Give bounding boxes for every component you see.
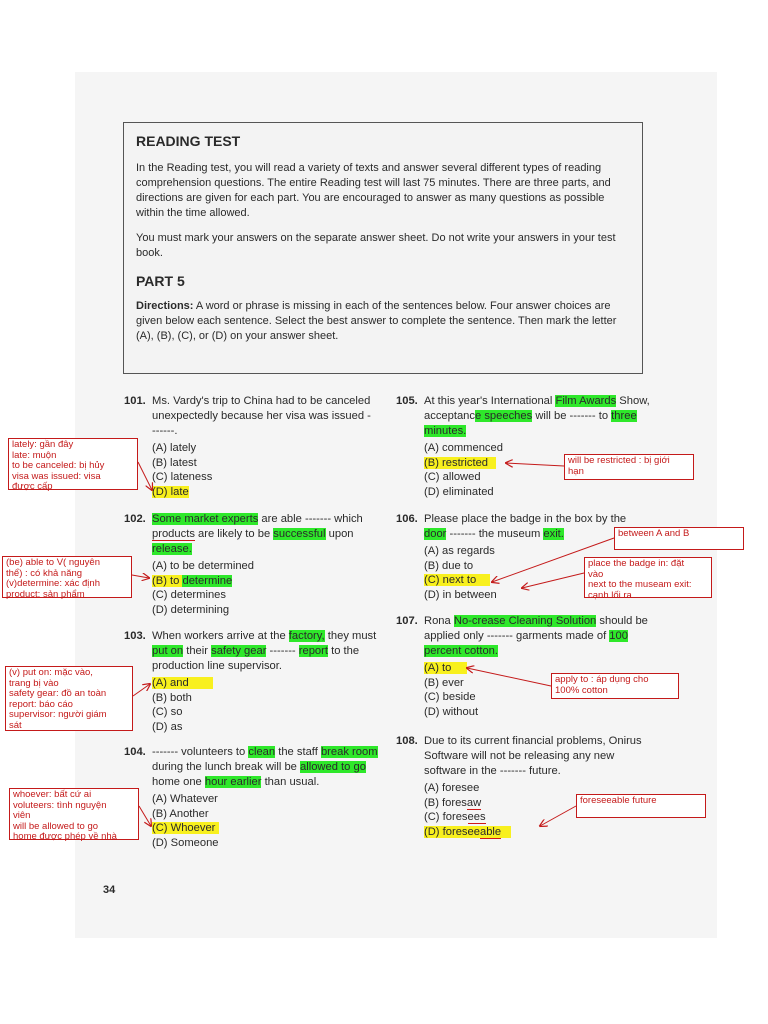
note-line: (v) put on: mặc vào,	[9, 667, 93, 678]
question-107	[396, 614, 650, 719]
answer-options	[152, 676, 380, 734]
note-line: cạnh lối ra	[588, 589, 632, 601]
underline: products	[152, 528, 195, 540]
note-108	[576, 794, 706, 818]
note-line: voluteers: tình nguyện	[13, 799, 107, 811]
note-101	[8, 438, 138, 490]
question-stem: Ms. Vardy's trip to China had to be canceled unexpectedly because her visa was issued -------.	[152, 395, 371, 437]
highlight: determine	[182, 574, 233, 587]
question-105	[396, 394, 650, 499]
highlight: put on	[152, 645, 184, 657]
selected-answer	[424, 826, 511, 838]
option-text: (C) fores	[424, 811, 468, 823]
question-number: 104.	[124, 746, 146, 758]
answer-sheet-note: You must mark your answers on the separate answer sheet. Do not write your answers in your test book.	[136, 232, 616, 259]
note-105	[564, 454, 694, 480]
note-line: được cấp	[12, 481, 53, 492]
option-d[interactable]: (D) determining	[152, 603, 230, 616]
note-103	[5, 666, 133, 731]
note-line: place the badge in: đặt	[588, 558, 685, 569]
note-line: foreseeable future	[580, 795, 657, 806]
highlight: Film Awards	[555, 395, 617, 407]
question-108	[396, 734, 650, 839]
note-104	[9, 788, 139, 840]
answer-options	[152, 559, 374, 617]
directions-paragraph	[136, 299, 630, 344]
option-text: (B) fores	[424, 796, 467, 809]
question-stem	[152, 745, 384, 790]
stem-text: the staff	[275, 746, 321, 758]
note-106-between	[614, 527, 744, 550]
note-line: vào	[588, 568, 604, 580]
stem-text: Show, acceptanc	[424, 395, 650, 422]
option-d[interactable]: (D) without	[424, 705, 479, 718]
option-d[interactable]	[152, 485, 374, 500]
question-stem	[424, 394, 650, 439]
highlight: clean	[248, 746, 276, 758]
question-number: 102.	[124, 513, 146, 525]
selected-answer: (D) late	[152, 485, 189, 498]
option-d[interactable]: (D) eliminated	[424, 485, 494, 498]
question-number: 107.	[396, 615, 418, 627]
stem-text: they must	[324, 630, 377, 642]
highlight: break room	[320, 746, 378, 758]
note-line: hạn	[568, 465, 584, 477]
page-title: READING TEST	[136, 133, 241, 149]
stem-text: during the lunch break will be	[152, 761, 301, 773]
highlight: exit.	[543, 528, 564, 540]
underline: ees	[467, 811, 486, 823]
note-line: between A and B	[618, 528, 690, 539]
stem-text: should be applied only ------- garments made of	[424, 615, 648, 642]
note-line: viên	[13, 810, 31, 821]
selected-answer	[152, 575, 232, 587]
option-a[interactable]	[152, 676, 380, 691]
stem-text: will be ------- to	[532, 410, 612, 422]
selected-answer: (A) and	[152, 677, 213, 689]
question-stem	[424, 614, 650, 659]
option-c[interactable]: (C) lateness	[152, 471, 213, 483]
option-a[interactable]: (A) to be determined	[152, 560, 254, 572]
option-d[interactable]	[424, 825, 650, 840]
option-b[interactable]: (B) ever	[424, 676, 464, 689]
stem-text: At this year's International	[424, 395, 556, 407]
note-line: supervisor: người giám	[9, 709, 107, 720]
question-stem	[152, 512, 374, 557]
option-b[interactable]: (B) due to	[424, 559, 474, 572]
question-number: 106.	[396, 513, 418, 525]
note-line: thể) : có khả năng	[6, 567, 83, 579]
note-line: sát	[9, 719, 22, 731]
highlight: door	[424, 528, 447, 540]
highlight: 100 percent cotton.	[424, 630, 628, 657]
highlight: factory,	[288, 630, 325, 642]
option-c[interactable]: (C) so	[152, 706, 183, 718]
part-heading: PART 5	[136, 273, 185, 289]
page-number: 34	[103, 884, 116, 896]
stem-text: Rona	[424, 615, 454, 627]
underline: aw	[466, 796, 482, 809]
stem-text: ------- volunteers to	[152, 746, 249, 758]
option-c[interactable]: (C) beside	[424, 691, 476, 703]
option-c[interactable]: (C) determines	[152, 589, 226, 601]
stem-text: ------- the museum	[446, 528, 544, 540]
highlight: safety gear	[211, 645, 267, 657]
directions-label: Directions:	[136, 300, 194, 312]
note-line: lately: gần đây	[12, 439, 74, 450]
note-line: whoever: bất cứ ai	[13, 789, 92, 800]
note-line: 100% cotton	[555, 684, 608, 696]
highlight: allowed to go	[300, 761, 366, 773]
note-107	[551, 673, 679, 699]
note-line: will be restricted : bị giới	[568, 455, 670, 466]
note-line: will be allowed to go	[13, 820, 99, 832]
note-line: home được phép về nhà	[13, 831, 117, 842]
stem-text: When workers arrive at the	[152, 630, 289, 642]
note-line: apply to : áp dụng cho	[555, 674, 649, 685]
option-b[interactable]	[152, 574, 374, 589]
question-stem	[152, 629, 380, 674]
option-a[interactable]: (A) lately	[152, 442, 197, 454]
stem-text: their	[183, 645, 212, 657]
option-b[interactable]: (B) Another	[152, 807, 209, 820]
highlight: three minutes.	[424, 410, 637, 437]
option-a[interactable]: (A) foresee	[424, 782, 480, 794]
stem-text: upon	[325, 528, 354, 540]
stem-text: than usual.	[261, 776, 320, 788]
selected-answer: (B) restricted	[424, 457, 496, 469]
stem-text: -------	[266, 645, 299, 657]
option-text: (D) foresee	[424, 825, 480, 838]
note-line: safety gear: đồ an toàn	[9, 688, 107, 699]
selected-answer: (C) Whoever	[152, 822, 219, 834]
option-a[interactable]: (A) commenced	[424, 442, 503, 454]
highlight: successful	[273, 528, 326, 540]
stem-text: home one	[152, 776, 205, 788]
intro-paragraph: In the Reading test, you will read a variety of texts and answer several different types of reading comprehension questions. The entire Reading test will last 75 minutes. There are three parts, and directions are given for each part. You are encouraged to answer as many questions as possible within the time allowed.	[136, 162, 611, 219]
answer-options	[152, 792, 384, 850]
note-line: late: muộn	[12, 449, 57, 461]
question-number: 108.	[396, 735, 418, 747]
note-line: product: sản phẩm	[6, 588, 85, 600]
note-102	[2, 556, 132, 598]
option-d[interactable]: (D) in between	[424, 588, 497, 601]
question-104	[124, 745, 384, 850]
stem-text: to the production line supervisor.	[152, 645, 360, 672]
question-number: 105.	[396, 395, 418, 407]
note-line: report: báo cáo	[9, 698, 73, 710]
question-stem: Due to its current financial problems, Onirus Software will not be releasing any new software in the ------- future.	[424, 735, 642, 777]
highlight: Some market experts	[152, 513, 259, 525]
option-c[interactable]	[152, 821, 384, 836]
question-103	[124, 629, 380, 734]
underline: able	[479, 825, 502, 838]
note-line: to be canceled: bị hủy	[12, 460, 105, 471]
note-line: trang bị vào	[9, 677, 59, 689]
option-a[interactable]: (A) Whatever	[152, 793, 218, 805]
question-number: 101.	[124, 395, 146, 407]
option-d[interactable]: (D) as	[152, 720, 183, 733]
stem-text: Please place the badge in the box by the	[424, 513, 627, 525]
option-d[interactable]: (D) Someone	[152, 836, 219, 849]
question-number: 103.	[124, 630, 146, 642]
selected-answer: (C) next to	[424, 574, 490, 586]
highlight: report	[298, 645, 328, 657]
option-b[interactable]: (B) both	[152, 691, 192, 704]
stem-text: are able ------- which	[258, 513, 363, 525]
option-b[interactable]: (B) latest	[152, 456, 197, 469]
highlight: No-crease Cleaning Solution	[453, 615, 597, 627]
highlight: e speeches	[475, 410, 533, 422]
directions-text: A word or phrase is missing in each of the sentences below. Four answer choices are given below each sentence. Select the best answer to complete the sentence. Then mark the letter (A), (B), (C), or (D) on your answer sheet.	[136, 300, 617, 342]
option-a[interactable]: (A) as regards	[424, 545, 495, 557]
option-c[interactable]: (C) allowed	[424, 471, 481, 483]
answer-options	[152, 441, 374, 499]
stem-text: are likely to be	[194, 528, 274, 540]
instructions-box	[123, 122, 643, 374]
note-line: (be) able to V( nguyên	[6, 557, 101, 568]
highlight: release.	[152, 543, 192, 555]
question-102	[124, 512, 374, 617]
note-line: next to the museam exit:	[588, 579, 692, 590]
question-101	[124, 394, 374, 499]
highlight: hour earlier	[204, 776, 262, 788]
note-line: visa was issued: visa	[12, 470, 101, 482]
option-letter: (B) to	[152, 574, 183, 587]
note-106-place	[584, 557, 712, 601]
note-line: (v)determine: xác định	[6, 578, 100, 589]
selected-answer: (A) to	[424, 662, 467, 674]
